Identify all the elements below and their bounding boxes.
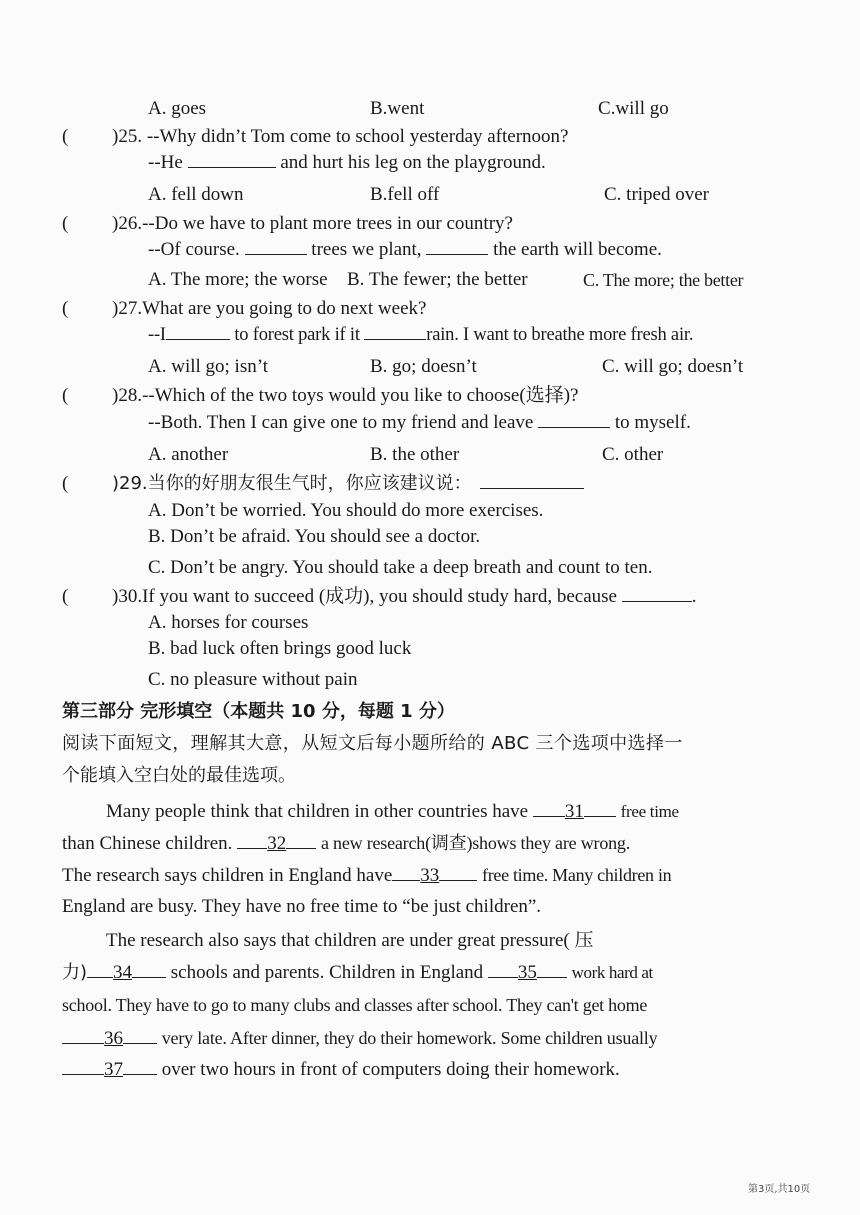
passage-p2-line5: [62, 1058, 620, 1082]
q25-line2: [148, 151, 546, 175]
passage-text: than Chinese children.: [62, 833, 233, 854]
q27-option-a[interactable]: A. will go; isn’t: [148, 356, 268, 377]
passage-text: Many people think that children in other countries have: [106, 801, 529, 822]
q25-answer-paren[interactable]: (: [62, 126, 69, 147]
q27-blank-1[interactable]: [166, 323, 230, 340]
q27-question: )27.What are you going to do next week?: [112, 298, 427, 319]
q25-option-a[interactable]: A. fell down: [148, 184, 244, 205]
q25-question: )25. --Why didn’t Tom come to school yesterday afternoon?: [112, 126, 569, 147]
q29-question: )29.当你的好朋友很生气时，你应该建议说：: [112, 473, 472, 494]
section3-title: 第三部分 完形填空（本题共 10 分，每题 1 分）: [62, 701, 455, 722]
passage-text: 力): [62, 962, 88, 983]
q26-option-b[interactable]: B. The fewer; the better: [347, 269, 528, 290]
q26-question: )26.--Do we have to plant more trees in our country?: [112, 213, 513, 234]
q25-line2-pre: --He: [148, 152, 183, 173]
q30-option-c[interactable]: C. no pleasure without pain: [148, 669, 358, 690]
passage-p1-line2: [62, 831, 630, 856]
q28-blank[interactable]: [538, 411, 610, 428]
blank-37-pre: [62, 1058, 104, 1075]
blank-33-pre: [392, 864, 420, 881]
passage-p2-line1: The research also says that children are under great pressure( 压: [106, 930, 594, 951]
passage-text: schools and parents. Children in England: [170, 962, 484, 983]
q27-answer-paren[interactable]: (: [62, 298, 69, 319]
q28-question: )28.--Which of the two toys would you like to choose(选择)?: [112, 385, 579, 406]
q27-line2-mid: to forest park if it: [234, 325, 360, 345]
q24-option-b[interactable]: B.went: [370, 98, 425, 119]
passage-p1-line1: [106, 800, 679, 824]
page-number: 第3页,共10页: [748, 1184, 811, 1195]
q30-question: )30.If you want to succeed (成功), you should study hard, because: [112, 586, 617, 607]
q28-option-a[interactable]: A. another: [148, 444, 229, 465]
passage-text: over two hours in front of computers doing their homework.: [161, 1059, 620, 1080]
q30-period: .: [691, 586, 697, 607]
q29-option-c[interactable]: C. Don’t be angry. You should take a deep breath and count to ten.: [148, 557, 653, 578]
q30-option-b[interactable]: B. bad luck often brings good luck: [148, 638, 412, 659]
blank-33[interactable]: 33: [420, 865, 440, 886]
q24-option-c[interactable]: C.will go: [598, 98, 669, 119]
passage-text: very late. After dinner, they do their homework. Some children usually: [161, 1028, 658, 1048]
q29-question-row: [112, 472, 584, 496]
q26-blank-2[interactable]: [426, 238, 488, 255]
passage-p1-line3: [62, 863, 671, 888]
passage-p2-line3: school. They have to go to many clubs and classes after school. They can't get home: [62, 995, 648, 1015]
q28-line2-post: to myself.: [614, 412, 691, 433]
blank-34-pre: [87, 961, 113, 978]
blank-36-pre: [62, 1027, 104, 1044]
q29-answer-paren[interactable]: (: [62, 473, 69, 494]
q26-option-c[interactable]: C. The more; the better: [583, 270, 744, 290]
blank-32-post: [286, 832, 316, 849]
q25-line2-post: and hurt his leg on the playground.: [280, 152, 546, 173]
section3-instruction-line1: 阅读下面短文，理解其大意，从短文后每小题所给的 ABC 三个选项中选择一: [62, 733, 683, 754]
blank-31-post: [584, 800, 616, 817]
q27-blank-2[interactable]: [364, 323, 426, 340]
blank-31-pre: [533, 800, 565, 817]
blank-34-post: [132, 961, 166, 978]
q30-question-row: [112, 585, 696, 609]
blank-37-post: [123, 1058, 157, 1075]
blank-34[interactable]: 34: [113, 962, 133, 983]
q27-line2-pre: --I: [148, 325, 166, 345]
passage-text: The research says children in England have: [62, 865, 393, 886]
q26-line2-pre: --Of course.: [148, 239, 240, 260]
passage-p2-line2: [62, 961, 653, 985]
passage-p2-line4: [62, 1026, 657, 1051]
q30-answer-paren[interactable]: (: [62, 586, 69, 607]
q27-option-c[interactable]: C. will go; doesn’t: [602, 356, 744, 377]
passage-text: free time: [620, 802, 679, 821]
section3-instruction-line2: 个能填入空白处的最佳选项。: [62, 765, 296, 786]
q28-line2: [148, 411, 691, 435]
q26-line2-post: the earth will become.: [493, 239, 662, 260]
blank-33-post: [439, 864, 477, 881]
q26-blank-1[interactable]: [245, 238, 307, 255]
q29-blank[interactable]: [480, 472, 584, 489]
passage-p1-line4: England are busy. They have no free time to “be just children”.: [62, 896, 542, 917]
q27-line2-post: rain. I want to breathe more fresh air.: [426, 325, 694, 345]
q29-option-a[interactable]: A. Don’t be worried. You should do more exercises.: [148, 500, 544, 521]
q25-option-b[interactable]: B.fell off: [370, 184, 440, 205]
q26-line2: [148, 238, 662, 262]
q30-option-a[interactable]: A. horses for courses: [148, 612, 309, 633]
q30-blank[interactable]: [622, 585, 692, 602]
q28-line2-pre: --Both. Then I can give one to my friend and leave: [148, 412, 534, 433]
passage-text: free time. Many children in: [482, 865, 672, 885]
q26-line2-mid: trees we plant,: [311, 239, 422, 260]
blank-35[interactable]: 35: [517, 962, 537, 983]
q25-option-c[interactable]: C. triped over: [604, 184, 710, 205]
blank-32[interactable]: 32: [267, 833, 287, 854]
q29-option-b[interactable]: B. Don’t be afraid. You should see a doctor.: [148, 526, 481, 547]
passage-text: work hard at: [571, 963, 653, 982]
blank-31[interactable]: 31: [564, 801, 584, 822]
blank-36[interactable]: 36: [104, 1028, 123, 1049]
blank-37[interactable]: 37: [104, 1059, 123, 1080]
q26-option-a[interactable]: A. The more; the worse: [148, 269, 328, 290]
q27-line2: [148, 323, 693, 347]
blank-35-post: [537, 961, 567, 978]
blank-35-pre: [488, 961, 518, 978]
q28-answer-paren[interactable]: (: [62, 385, 69, 406]
q26-answer-paren[interactable]: (: [62, 213, 69, 234]
q28-option-b[interactable]: B. the other: [370, 444, 460, 465]
blank-36-post: [123, 1027, 157, 1044]
q25-blank[interactable]: [188, 151, 276, 168]
blank-32-pre: [237, 832, 267, 849]
q24-option-a[interactable]: A. goes: [148, 98, 207, 119]
passage-text: a new research(调查)shows they are wrong.: [320, 833, 631, 853]
q27-option-b[interactable]: B. go; doesn’t: [370, 356, 477, 377]
q28-option-c[interactable]: C. other: [602, 444, 664, 465]
